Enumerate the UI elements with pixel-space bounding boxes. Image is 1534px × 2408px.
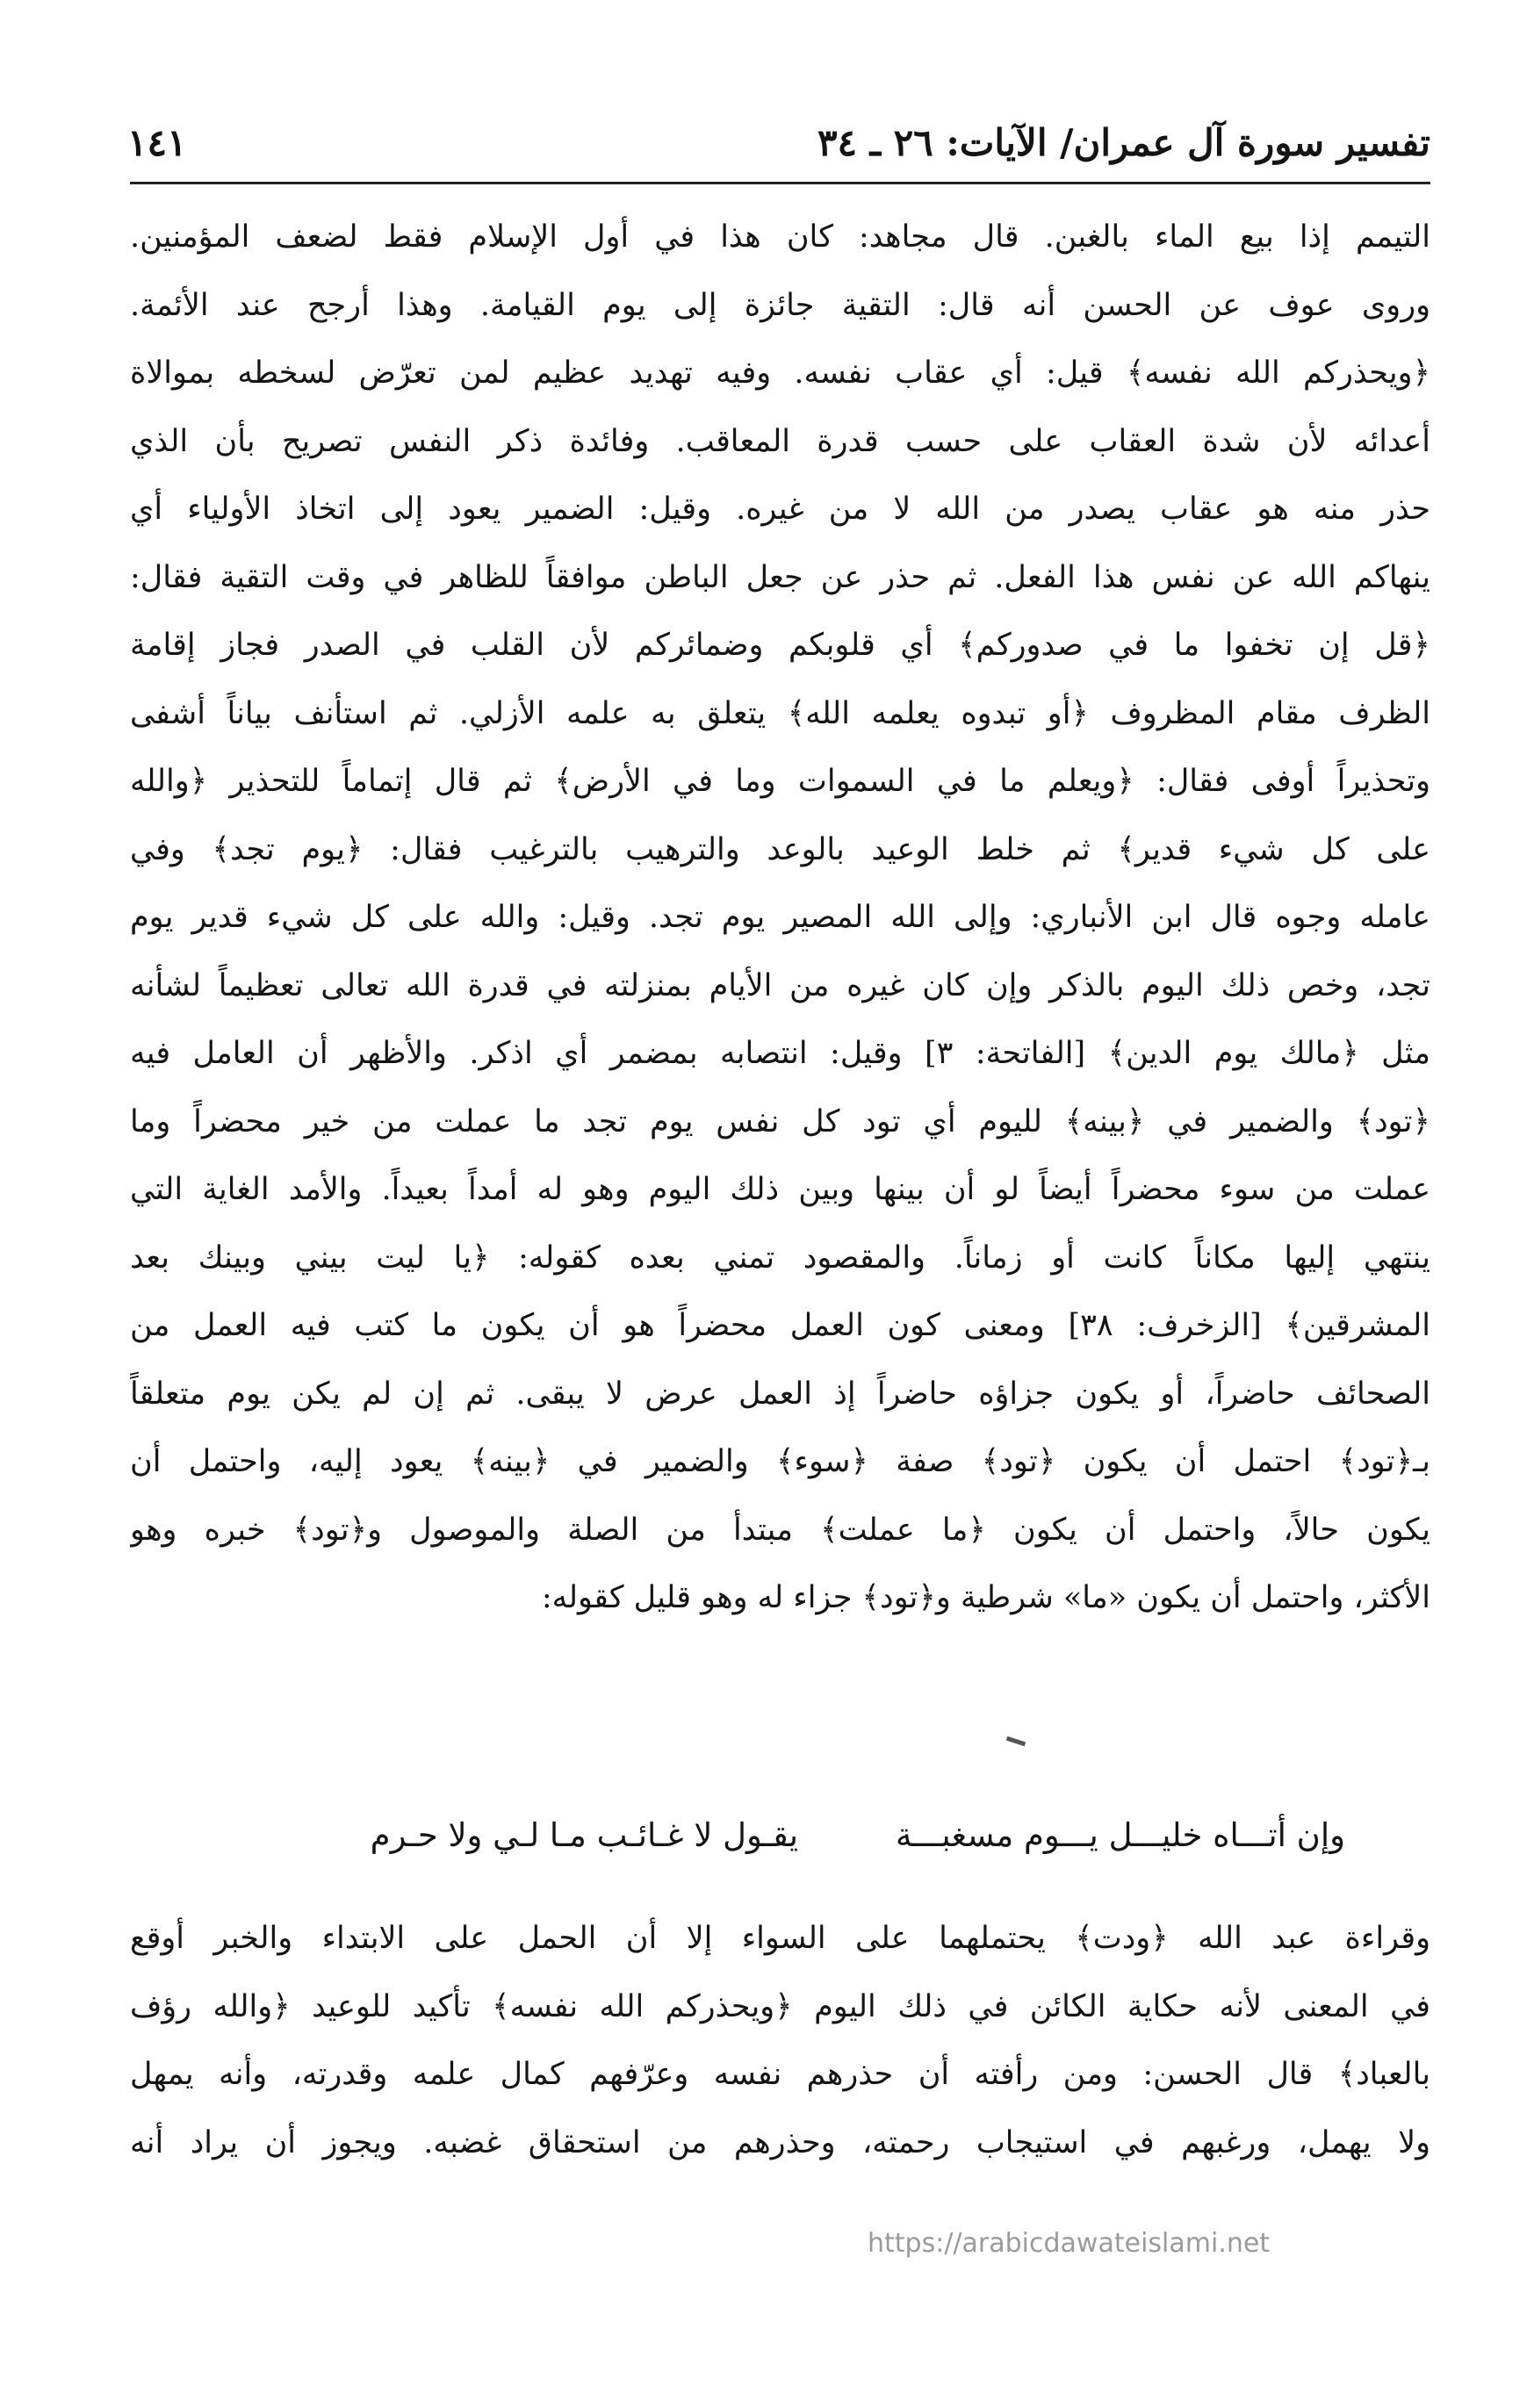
text-line: ولا يهمل، ورغبهم في استيجاب رحمته، وحذرهم من استحقاق غضبه. ويجوز أن يراد أنه <box>130 2124 1430 2160</box>
text-line: ﴿ويحذركم الله نفسه﴾ قيل: أي عقاب نفسه. وفيه تهديد عظيم لمن تعرّض لسخطه بموالاة <box>130 356 1430 391</box>
verse-second-hemistich: يقـول لا غـائـب مـا لـي ولا حـرم <box>370 1816 798 1854</box>
text-line: الصحائف حاضراً، أو يكون جزاؤه حاضراً إذ العمل عرض لا يبقى. ثم إن لم يكن يوم متعلقاً <box>130 1376 1430 1412</box>
watermark-url: https://arabicdawateislami.net <box>868 2228 1271 2259</box>
text-line: تجد، وخص ذلك اليوم بالذكر وإن كان غيره من الأيام بمنزلته في قدرة الله تعالى تعظيماً لشأنه <box>130 967 1430 1003</box>
text-line: ﴿قل إن تخفوا ما في صدوركم﴾ أي قلوبكم وضمائركم لأن القلب في الصدر فجاز إقامة <box>130 628 1430 663</box>
verse-first-hemistich: وإن أتـــاه خليـــل يـــوم مسغبـــة <box>896 1816 1345 1854</box>
paragraph-1 <box>130 204 1430 1633</box>
text-line: في المعنى لأنه حكاية الكائن في ذلك اليوم ﴿ويحذركم الله نفسه﴾ تأكيد للوعيد ﴿والله رؤف <box>130 1988 1430 2024</box>
text-line: عملت من سوء محضراً أيضاً لو أن بينها وبين ذلك اليوم وهو له أمداً بعيداً. والأمد الغاية التي <box>130 1172 1430 1207</box>
text-line: ينهاكم الله عن نفس هذا الفعل. ثم حذر عن جعل الباطن موافقاً للظاهر في وقت التقية فقال: <box>130 559 1430 595</box>
text-line: حذر منه هو عقاب يصدر من الله لا من غيره. وقيل: الضمير يعود إلى اتخاذ الأولياء أي <box>130 492 1430 527</box>
text-line: وتحذيراً أوفى فقال: ﴿ويعلم ما في السموات وما في الأرض﴾ ثم قال إتماماً للتحذير ﴿والله <box>130 764 1430 799</box>
text-line: الظرف مقام المظروف ﴿أو تبدوه يعلمه الله﴾ يتعلق به علمه الأزلي. ثم استأنف بياناً أشفى <box>130 695 1430 731</box>
text-line: بالعباد﴾ قال الحسن: ومن رأفته أن حذرهم نفسه وعرّفهم كمال علمه وقدرته، وأنه يمهل <box>130 2057 1430 2092</box>
text-line: ينتهي إليها مكاناً كانت أو زماناً. والمقصود تمني بعده كقوله: ﴿يا ليت بيني وبينك بعد <box>130 1240 1430 1276</box>
running-head-title: تفسير سورة آل عمران/ الآيات: ٢٦ ـ ٣٤ <box>817 121 1430 164</box>
separator-mark <box>1006 1736 1026 1747</box>
text-line: التيمم إذا بيع الماء بالغبن. قال مجاهد: كان هذا في أول الإسلام فقط لضعف المؤمنين. <box>130 219 1430 255</box>
paragraph-2 <box>130 1905 1430 2177</box>
text-line: يكون حالاً، واحتمل أن يكون ﴿ما عملت﴾ مبتدأ من الصلة والموصول و﴿تود﴾ خبره وهو <box>130 1512 1430 1548</box>
text-line: مثل ﴿مالك يوم الدين﴾ [الفاتحة: ٣] وقيل: انتصابه بمضمر أي اذكر. والأظهر أن العامل فيه <box>130 1036 1430 1071</box>
text-line: وقراءة عبد الله ﴿ودت﴾ يحتملهما على السواء إلا أن الحمل على الابتداء والخبر أوقع <box>130 1921 1430 1956</box>
text-line: أعدائه لأن شدة العقاب على حسب قدرة المعاقب. وفائدة ذكر النفس تصريح بأن الذي <box>130 423 1430 459</box>
text-line: الأكثر، واحتمل أن يكون «ما» شرطية و﴿تود﴾ جزاء له وهو قليل كقوله: <box>541 1580 1430 1615</box>
running-head <box>127 121 1430 183</box>
page-number: ١٤١ <box>127 121 187 164</box>
text-line: ﴿تود﴾ والضمير في ﴿بينه﴾ لليوم أي تود كل نفس يوم تجد ما عملت من خير محضراً وما <box>130 1103 1430 1139</box>
header-rule <box>130 182 1430 184</box>
text-line: المشرقين﴾ [الزخرف: ٣٨] ومعنى كون العمل محضراً هو أن يكون ما كتب فيه العمل من <box>130 1308 1430 1343</box>
text-line: وروى عوف عن الحسن أنه قال: التقية جائزة إلى يوم القيامة. وهذا أرجح عند الأئمة. <box>130 287 1430 323</box>
text-line: عامله وجوه قال ابن الأنباري: وإلى الله المصير يوم تجد. وقيل: والله على كل شيء قدير يوم <box>130 900 1430 935</box>
text-line: على كل شيء قدير﴾ ثم خلط الوعيد بالوعد والترهيب بالترغيب فقال: ﴿يوم تجد﴾ وفي <box>130 831 1430 867</box>
text-line: بـ﴿تود﴾ احتمل أن يكون ﴿تود﴾ صفة ﴿سوء﴾ والضمير في ﴿بينه﴾ يعود إليه، واحتمل أن <box>130 1444 1430 1479</box>
